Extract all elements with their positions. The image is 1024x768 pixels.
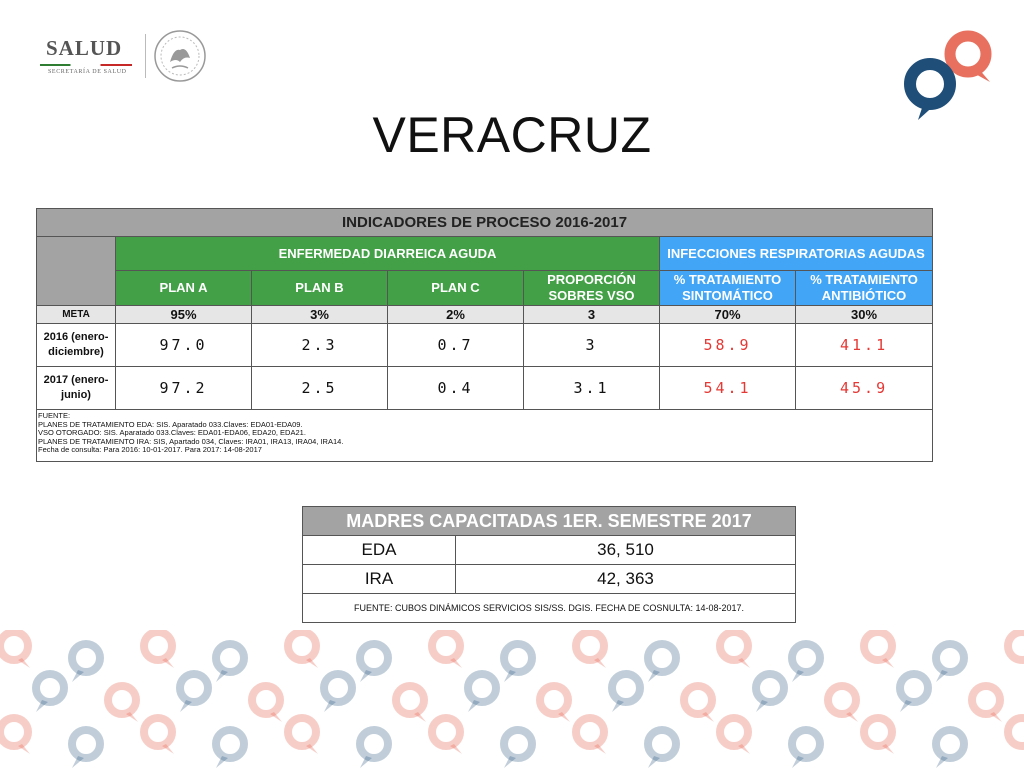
decorative-bubble-icon [972, 686, 1002, 722]
decorative-bubble-icon [648, 730, 676, 768]
decorative-bubble-icon [576, 632, 606, 668]
source-line: FUENTE: [38, 411, 71, 420]
decorative-bubble-icon [72, 730, 100, 768]
data-cell: 3.1 [524, 367, 660, 410]
data-cell: 2.3 [252, 324, 388, 367]
data-cell-highlight: 58.9 [660, 324, 796, 367]
decorative-bubble-icon [900, 674, 928, 712]
data-cell: 42, 363 [456, 565, 796, 594]
madres-table-title: MADRES CAPACITADAS 1ER. SEMESTRE 2017 [303, 507, 796, 536]
column-header: PLAN B [252, 271, 388, 306]
decorative-bubble-icon [864, 632, 894, 668]
ira-group-header: INFECCIONES RESPIRATORIAS AGUDAS [660, 237, 933, 271]
source-line: VSO OTORGADO: SIS. Aparatado 033.Claves: EDA01-EDA06, EDA20, EDA21. [38, 428, 306, 438]
source-line: PLANES DE TRATAMIENTO EDA: SIS. Aparatado 033.Claves: EDA01-EDA09. [38, 419, 303, 429]
meta-value: 70% [660, 306, 796, 324]
decorative-bubble-icon [936, 730, 964, 768]
decorative-bubble-icon [0, 632, 30, 668]
source-note [37, 410, 933, 462]
decorative-bubble-icon [216, 730, 244, 768]
row-label: EDA [303, 536, 456, 565]
decorative-bubble-icon [1008, 632, 1024, 668]
madres-capacitadas-table [302, 506, 796, 623]
column-header: PLAN C [388, 271, 524, 306]
decorative-bubble-icon [864, 718, 894, 754]
row-label: IRA [303, 565, 456, 594]
decorative-bubble-icon [216, 644, 244, 682]
data-cell: 0.7 [388, 324, 524, 367]
salud-logo-subtext: SECRETARÍA DE SALUD [48, 69, 127, 75]
table-row [37, 367, 933, 410]
decorative-bubble-icon [612, 674, 640, 712]
table-row [37, 324, 933, 367]
decorative-bubble-icon [468, 674, 496, 712]
meta-value: 95% [116, 306, 252, 324]
meta-value: 30% [796, 306, 933, 324]
decorative-bubble-icon [432, 718, 462, 754]
decorative-bubble-icon [144, 718, 174, 754]
decorative-bubble-icon [36, 674, 64, 712]
meta-value: 2% [388, 306, 524, 324]
decorative-bubble-icon [936, 644, 964, 682]
column-header: PROPORCIÓN SOBRES VSO [524, 271, 660, 306]
decorative-bubble-icon [360, 730, 388, 768]
decorative-bubble-icon [0, 718, 30, 754]
source-line: PLANES DE TRATAMIENTO IRA: SIS, Apartado 034, Claves: IRA01, IRA13, IRA04, IRA14. [38, 436, 344, 446]
decorative-bubble-icon [684, 686, 714, 722]
table-row [303, 536, 796, 565]
data-cell-highlight: 54.1 [660, 367, 796, 410]
meta-value: 3 [524, 306, 660, 324]
decorative-bubble-icon [288, 632, 318, 668]
decorative-bubble-icon [324, 674, 352, 712]
national-seal-icon [152, 28, 208, 84]
logo-divider [145, 34, 146, 78]
decorative-bubble-icon [576, 718, 606, 754]
salud-logo-stripe [40, 64, 132, 66]
decorative-bubble-icon [360, 644, 388, 682]
data-cell: 2.5 [252, 367, 388, 410]
decorative-bubble-icon [648, 644, 676, 682]
data-cell-highlight: 41.1 [796, 324, 933, 367]
data-cell: 3 [524, 324, 660, 367]
decorative-bubble-icon [792, 730, 820, 768]
data-cell-highlight: 45.9 [796, 367, 933, 410]
page-title: VERACRUZ [372, 107, 652, 163]
salud-logo-text: SALUD [46, 36, 123, 60]
meta-row [37, 306, 933, 324]
column-header: % TRATAMIENTO SINTOMÁTICO [660, 271, 796, 306]
source-line: Fecha de consulta: Para 2016: 10-01-2017. Para 2017: 14-08-2017 [38, 445, 262, 455]
decorative-bubble-icon [396, 686, 426, 722]
decorative-bubble-icon [1008, 718, 1024, 754]
decorative-bubble-icon [828, 686, 858, 722]
decorative-bubble-icon [180, 674, 208, 712]
salud-logo [36, 36, 136, 76]
decorative-bubble-icon [504, 730, 532, 768]
decorative-bubble-icon [144, 632, 174, 668]
decorative-bubble-icon [540, 686, 570, 722]
decorative-bubble-pattern [0, 630, 1024, 768]
column-header: % TRATAMIENTO ANTIBIÓTICO [796, 271, 933, 306]
indicators-table [36, 208, 933, 462]
decorative-bubble-icon [720, 632, 750, 668]
meta-value: 3% [252, 306, 388, 324]
table-row [303, 565, 796, 594]
data-cell: 97.2 [116, 367, 252, 410]
decorative-bubble-icon [108, 686, 138, 722]
decorative-bubble-icon [432, 632, 462, 668]
source-note: FUENTE: CUBOS DINÁMICOS SERVICIOS SIS/SS. DGIS. FECHA DE COSNULTA: 14-08-2017. [303, 594, 796, 623]
data-cell: 0.4 [388, 367, 524, 410]
decorative-bubble-icon [72, 644, 100, 682]
eda-group-header: ENFERMEDAD DIARREICA AGUDA [116, 237, 660, 271]
row-label: META [37, 306, 116, 324]
data-cell: 36, 510 [456, 536, 796, 565]
decorative-bubble-icon [504, 644, 532, 682]
decorative-bubble-icon [792, 644, 820, 682]
row-label: 2017 (enero-junio) [37, 367, 116, 410]
data-cell: 97.0 [116, 324, 252, 367]
decorative-bubble-icon [720, 718, 750, 754]
decorative-bubble-icon [252, 686, 282, 722]
decorative-bubble-icon [288, 718, 318, 754]
column-header: PLAN A [116, 271, 252, 306]
decorative-bubble-icon [756, 674, 784, 712]
indicators-table-title: INDICADORES DE PROCESO 2016-2017 [37, 209, 933, 237]
corner-cell [37, 237, 116, 306]
row-label: 2016 (enero-diciembre) [37, 324, 116, 367]
